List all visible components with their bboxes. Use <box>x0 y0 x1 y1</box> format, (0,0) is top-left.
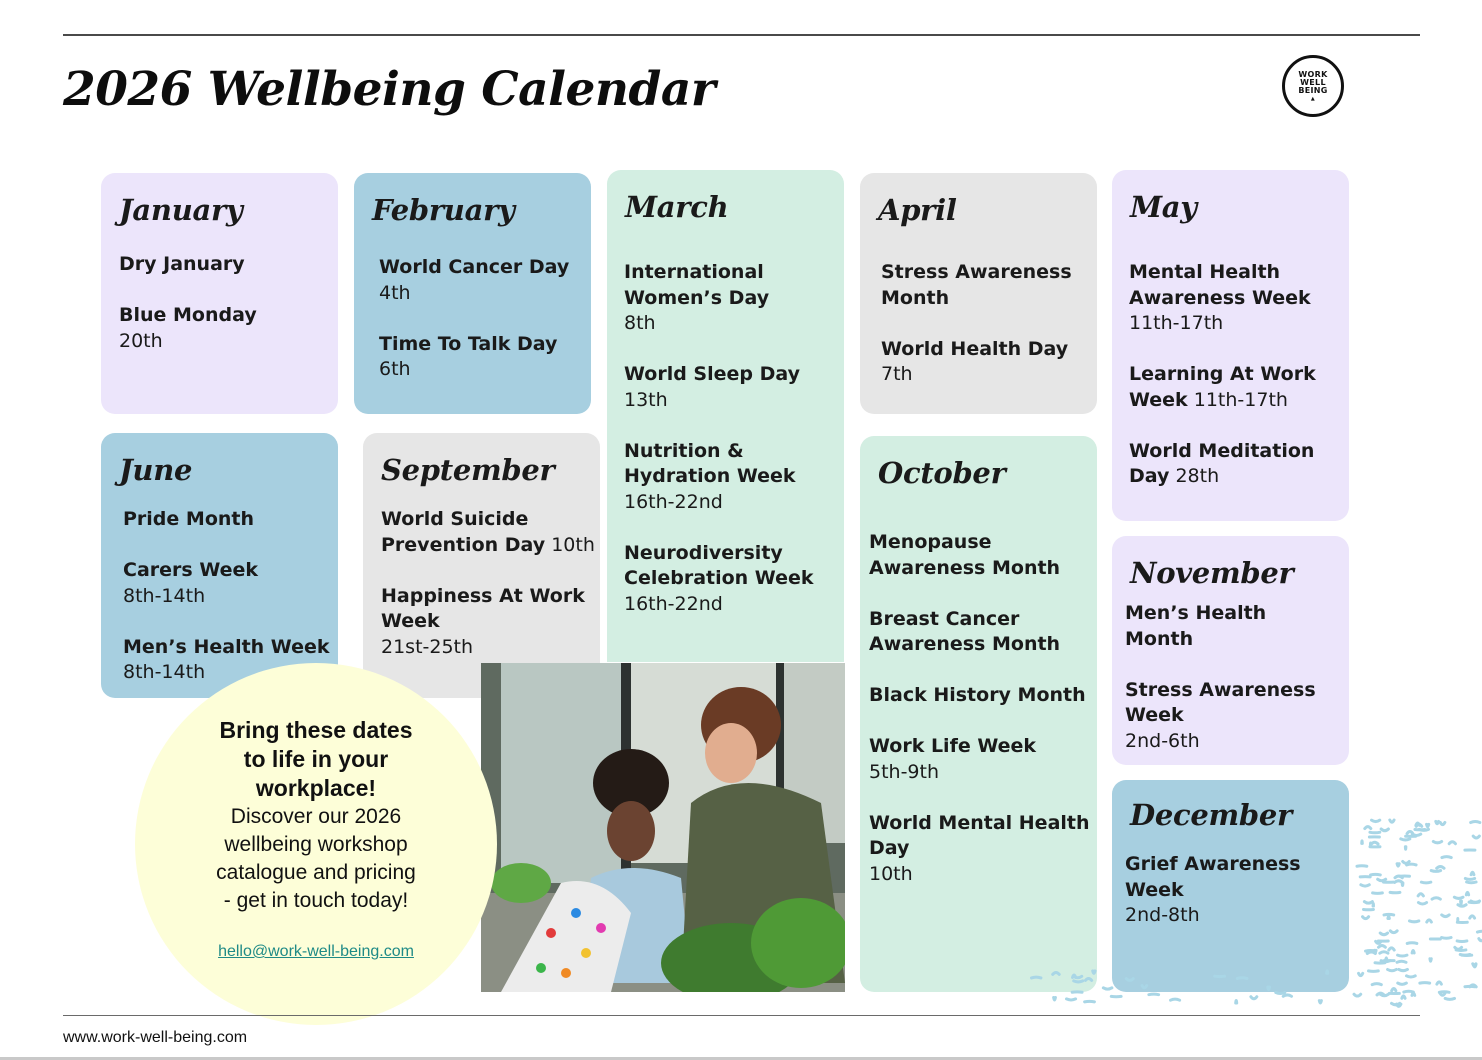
event-item <box>381 584 599 661</box>
logo-triangle-icon: ▲ <box>1310 95 1316 102</box>
event-date: 8th <box>624 312 656 334</box>
event-name: Dry January <box>119 253 245 275</box>
event-list <box>379 255 584 383</box>
decorative-squiggle-pattern <box>1020 810 1482 1010</box>
cta-headline <box>135 716 497 803</box>
event-date: 11th-17th <box>1193 388 1288 411</box>
event-name: Happiness At Work Week <box>381 584 585 632</box>
event-name: Neurodiversity Celebration Week <box>624 541 814 589</box>
work-well-being-logo <box>1282 55 1344 117</box>
event-date: 10th <box>869 862 913 885</box>
top-rule <box>63 34 1420 36</box>
event-list <box>881 260 1093 388</box>
cta-headline-line-1: Bring these dates <box>219 717 413 743</box>
event-date: 2nd-6th <box>1125 729 1200 752</box>
event-item <box>869 734 1094 785</box>
event-name: Men’s Health Month <box>1125 602 1267 650</box>
event-item <box>881 260 1093 311</box>
event-name: Breast Cancer Awareness Month <box>869 607 1061 655</box>
event-name: Stress Awareness Week <box>1125 678 1316 726</box>
event-item <box>1129 260 1341 337</box>
month-name: January <box>119 193 243 227</box>
event-name: World Meditation Day <box>1129 439 1315 487</box>
event-list <box>1125 601 1335 754</box>
month-card-february <box>354 173 591 414</box>
month-card-june <box>101 433 338 698</box>
event-date: 8th-14th <box>123 661 206 683</box>
event-date: 16th-22nd <box>624 490 723 513</box>
event-item <box>123 558 338 609</box>
month-card-may <box>1112 170 1349 521</box>
logo-line-3: BEING <box>1298 85 1328 95</box>
event-date: 21st-25th <box>381 635 474 658</box>
event-item <box>869 607 1094 658</box>
event-name: Carers Week <box>123 559 259 581</box>
event-date: 2nd-8th <box>1125 904 1200 926</box>
event-name: World Suicide Prevention Day <box>381 508 546 556</box>
event-item <box>381 507 599 558</box>
event-name: Grief Awareness Week <box>1125 853 1301 901</box>
month-name: October <box>878 456 1006 490</box>
event-date: 7th <box>881 363 913 385</box>
month-name: December <box>1130 798 1292 832</box>
email-link[interactable]: hello@work-well-being.com <box>218 943 414 960</box>
event-name: Menopause Awareness Month <box>869 531 1061 579</box>
month-name: March <box>625 190 729 224</box>
event-date: 20th <box>119 329 163 352</box>
event-name: Stress Awareness Month <box>881 261 1072 309</box>
event-name: Blue Monday <box>119 304 257 326</box>
workplace-photo-illustration <box>481 663 845 992</box>
event-item <box>1125 601 1335 652</box>
event-name: World Mental Health Day <box>869 811 1090 859</box>
event-date: 10th <box>551 533 595 556</box>
month-card-april <box>860 173 1097 414</box>
event-list <box>123 507 338 686</box>
event-item <box>119 303 329 354</box>
event-item <box>869 530 1094 581</box>
event-item <box>379 332 584 383</box>
cta-body <box>135 803 497 915</box>
month-name: June <box>119 453 193 487</box>
event-name: Men’s Health Week <box>123 635 330 658</box>
event-name: World Cancer Day <box>379 256 570 278</box>
event-item <box>1125 678 1335 755</box>
cta-circle <box>135 663 497 1025</box>
event-item <box>881 337 1093 388</box>
event-name: Learning At Work Week <box>1129 363 1316 411</box>
event-name: Nutrition & Hydration Week <box>624 439 796 487</box>
event-list <box>119 252 329 354</box>
cta-headline-line-3: workplace! <box>255 775 377 801</box>
cta-body-line-3: catalogue and pricing <box>216 861 416 884</box>
event-list <box>1129 260 1341 490</box>
month-card-november <box>1112 536 1349 765</box>
event-name: Time To Talk Day <box>379 332 558 355</box>
event-item <box>123 507 338 533</box>
event-item <box>624 260 839 337</box>
workplace-photo <box>481 663 845 992</box>
event-date: 13th <box>624 388 668 411</box>
event-name: Pride Month <box>123 508 255 530</box>
event-item <box>624 362 839 413</box>
event-name: Black History Month <box>869 684 1086 706</box>
month-card-january <box>101 173 338 414</box>
footer-website[interactable]: www.work-well-being.com <box>63 1029 248 1046</box>
event-item <box>869 683 1094 709</box>
month-name: February <box>372 193 515 227</box>
event-list <box>624 260 839 617</box>
event-date: 11th-17th <box>1129 312 1224 334</box>
month-name: April <box>878 193 957 227</box>
cta-body-line-1: Discover our 2026 <box>230 805 402 828</box>
event-date: 5th-9th <box>869 760 940 783</box>
month-card-september <box>363 433 600 698</box>
event-item <box>119 252 329 278</box>
event-date: 4th <box>379 281 411 304</box>
event-item <box>1129 439 1341 490</box>
cta-body-line-4: - get in touch today! <box>223 889 409 912</box>
cta-headline-line-2: to life in your <box>243 746 389 772</box>
event-item <box>624 439 839 516</box>
event-name: World Health Day <box>881 337 1069 360</box>
page-title: 2026 Wellbeing Calendar <box>63 62 716 117</box>
logo-line-2: WELL <box>1300 77 1326 87</box>
event-list <box>381 507 599 660</box>
event-date: 28th <box>1175 465 1220 487</box>
footer-rule <box>63 1015 1420 1016</box>
event-name: International Women’s Day <box>624 261 770 309</box>
event-item <box>624 541 839 618</box>
month-name: May <box>1130 190 1197 224</box>
event-name: World Sleep Day <box>624 363 801 385</box>
month-card-march <box>607 170 844 662</box>
event-name: Work Life Week <box>869 735 1037 757</box>
event-date: 16th-22nd <box>624 592 723 615</box>
logo-line-1: WORK <box>1298 69 1328 79</box>
event-item <box>1129 362 1341 413</box>
event-date: 8th-14th <box>123 584 206 607</box>
cta-body-line-2: wellbeing workshop <box>224 833 408 856</box>
month-name: September <box>381 453 555 487</box>
event-name: Mental Health Awareness Week <box>1129 261 1311 309</box>
month-name: November <box>1130 556 1294 590</box>
event-item <box>379 255 584 306</box>
event-date: 6th <box>379 358 411 380</box>
